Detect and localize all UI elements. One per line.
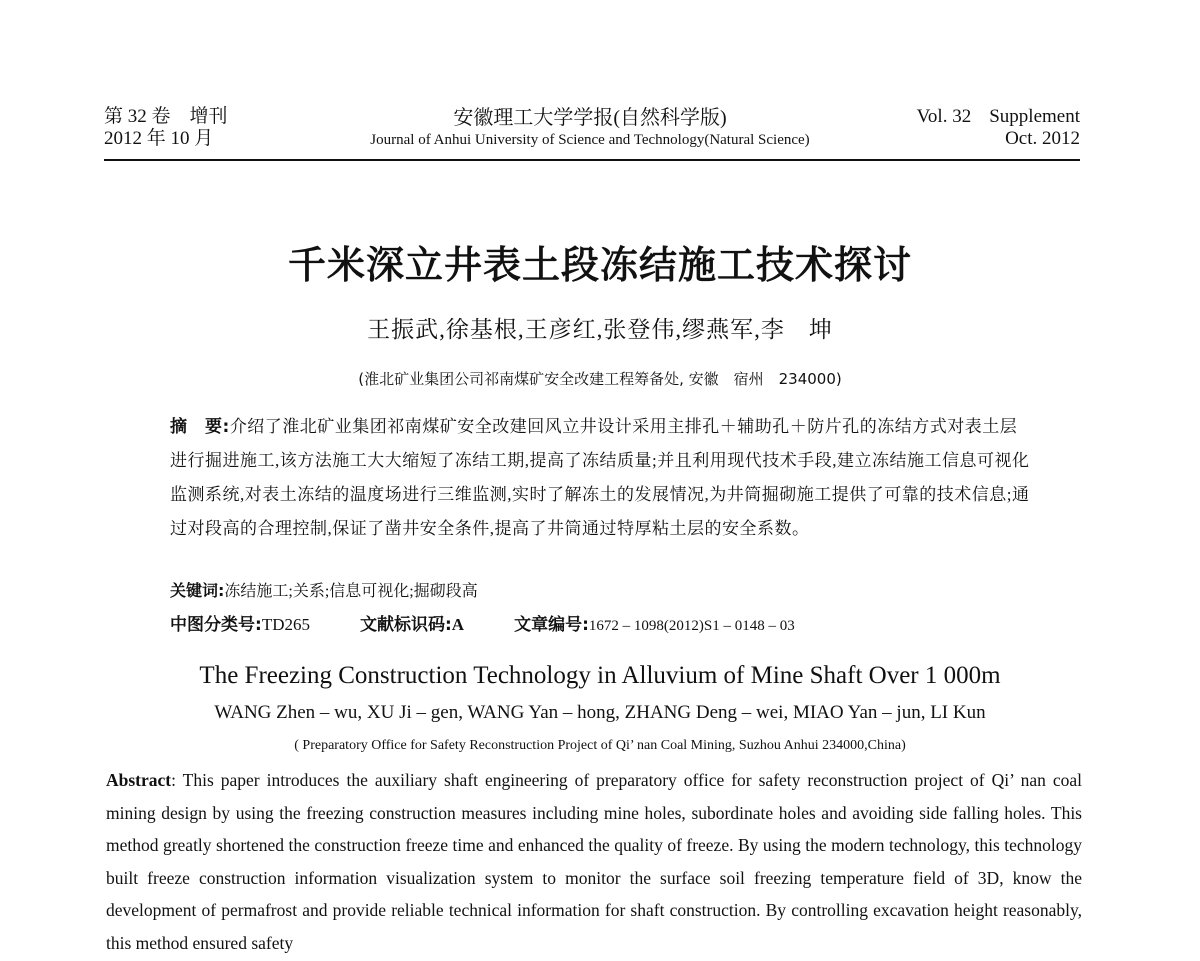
clc-label: 中图分类号: [170, 615, 262, 635]
authors-en: WANG Zhen – wu, XU Ji – gen, WANG Yan – hong, ZHANG Deng – wei, MIAO Yan – jun, LI Kun [214, 702, 986, 723]
abstract-cn [170, 410, 1030, 546]
article-no-label: 文章编号: [514, 615, 589, 635]
authors-cn: 王振武,徐基根,王彦红,张登伟,缪燕军,李 坤 [367, 317, 833, 342]
article-no-value: 1672 – 1098(2012)S1 – 0148 – 03 [588, 618, 795, 634]
abstract-en-label: Abstract [106, 770, 172, 790]
journal-name-cn: 安徽理工大学学报(自然科学版) [453, 107, 727, 129]
abstract-cn-text: 介绍了淮北矿业集团祁南煤矿安全改建回风立井设计采用主排孔＋辅助孔＋防片孔的冻结方式对表土层进行掘进施工,该方法施工大大缩短了冻结工期,提高了冻结质量;并且利用现代技术手段,建立冻结施工信息可视化监测系统,对表土冻结的温度场进行三维监测,实时了解冻土的发展情况,为井筒掘砌施工提供了可靠的技术信息;通过对段高的合理控制,保证了凿井安全条件,提高了井筒通过特厚粘土层的安全系数。 [170, 417, 1030, 538]
header-issue-en [917, 106, 1080, 150]
header-journal [290, 106, 890, 150]
paper-title-cn: 千米深立井表土段冻结施工技术探讨 [287, 245, 912, 287]
header-rule [104, 159, 1080, 161]
date-en: Oct. 2012 [1005, 128, 1080, 149]
volume-issue-cn: 第 32 卷 增刊 [104, 106, 228, 127]
affiliation-en: ( Preparatory Office for Safety Reconstruction Project of Qi’ nan Coal Mining, Suzhou Anhui 234000,China) [294, 738, 906, 753]
keywords-text: 冻结施工;关系;信息可视化;掘砌段高 [224, 583, 478, 600]
clc-value: TD265 [261, 615, 310, 634]
date-cn: 2012 年 10 月 [104, 128, 214, 149]
keywords-label: 关键词: [170, 581, 225, 600]
abstract-en-text: : This paper introduces the auxiliary shaft engineering of preparatory office for safety reconstruction project of Qi’ nan coal mining design by using the freezing construction measures including mine holes, subordinate holes and avoiding side falling holes. This method greatly shortened the construction freeze time and enhanced the quality of freeze. By using the modern technology, this technology built freeze construction information visualization system to monitor the surface soil freezing temperature field of 3D, know the development of permafrost and provide reliable technical information for shaft construction. By controlling excavation height reasonably, this method ensured safety [106, 770, 1082, 953]
supplement-en: Supplement [989, 106, 1080, 127]
abstract-cn-label: 摘 要: [170, 417, 230, 437]
journal-name-en: Journal of Anhui University of Science and Technology(Natural Science) [370, 132, 810, 148]
volume-en: Vol. 32 [916, 106, 972, 127]
doc-code-label: 文献标识码: [359, 615, 452, 635]
affiliation-cn: (淮北矿业集团公司祁南煤矿安全改建工程筹备处, 安徽 宿州 234000) [358, 370, 842, 388]
doc-code-value: A [451, 615, 465, 634]
keywords-cn [170, 578, 478, 601]
paper-title-en: The Freezing Construction Technology in Alluvium of Mine Shaft Over 1 000m [199, 662, 1001, 689]
header-issue-cn [104, 106, 228, 150]
classification-line [170, 610, 795, 635]
abstract-en [106, 764, 1082, 959]
